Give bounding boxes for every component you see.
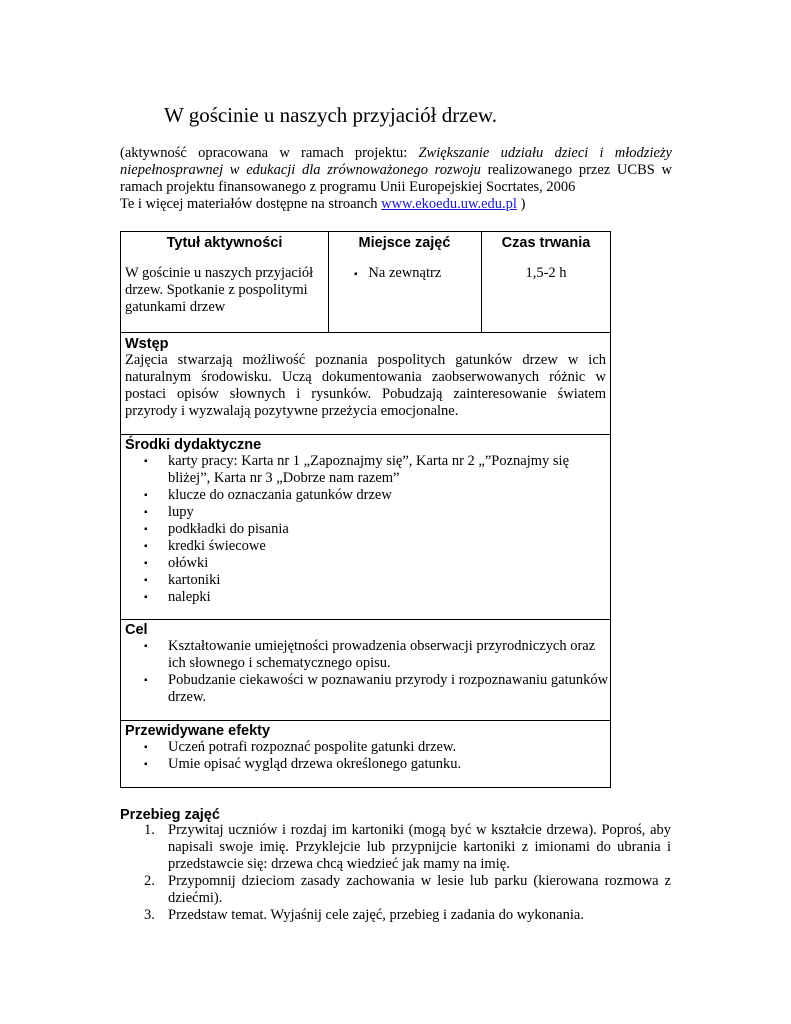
srodki-heading: Środki dydaktyczne xyxy=(125,437,262,453)
list-item xyxy=(121,538,610,555)
bullet-icon: ▪ xyxy=(144,524,148,535)
header-col-duration xyxy=(481,232,611,332)
list-item xyxy=(121,555,610,572)
list-item xyxy=(121,453,610,487)
list-item-text: Uczeń potrafi rozpoznać pospolite gatunki drzew. xyxy=(168,739,457,755)
bullet-icon: ▪ xyxy=(144,759,148,770)
bullet-icon: ▪ xyxy=(144,675,148,686)
header-table xyxy=(120,231,611,333)
cel-heading: Cel xyxy=(125,622,148,638)
col-title-heading: Tytuł aktywności xyxy=(166,235,283,251)
section-srodki xyxy=(120,434,611,620)
wstep-text: Zajęcia stwarzają możliwość poznania pospolitych gatunków drzew w ich naturalnym środowisku. Uczą dokumentowania zaobserwowanych różnic w postaci opisów słownych i rysunków. Pobudzają zainteresowanie światem przyrody i wyzwalają pozytywne przeżycia emocjonalne. xyxy=(125,352,606,419)
col-duration-heading: Czas trwania xyxy=(501,235,591,251)
bullet-icon: ▪ xyxy=(144,541,148,552)
col-place-heading: Miejsce zajęć xyxy=(358,235,451,251)
step-item xyxy=(120,822,671,873)
step-text: Przedstaw temat. Wyjaśnij cele zajęć, przebieg i zadania do wykonania. xyxy=(168,907,584,923)
list-item xyxy=(121,638,610,672)
wstep-heading: Wstęp xyxy=(125,336,169,352)
list-item xyxy=(121,504,610,521)
list-item-text: kredki świecowe xyxy=(168,538,266,554)
list-item xyxy=(121,487,610,504)
bullet-icon: ▪ xyxy=(144,456,148,467)
bullet-icon: ▪ xyxy=(144,592,148,603)
list-item-text: Pobudzanie ciekawości w poznawaniu przyrody i rozpoznawaniu gatunków drzew. xyxy=(168,672,609,705)
list-item xyxy=(121,521,610,538)
bullet-icon: ▪ xyxy=(144,641,148,652)
efekty-heading: Przewidywane efekty xyxy=(125,723,271,739)
step-text: Przywitaj uczniów i rozdaj im kartoniki (mogą być w kształcie drzewa). Poproś, aby napisali swoje imię. Przyklejcie lub przypnijcie kartoniki z imionami do ubrania i przedstawcie się: drzewa chcą wiedzieć jak mamy na imię. xyxy=(168,822,671,872)
section-cel xyxy=(120,619,611,721)
section-efekty xyxy=(120,720,611,788)
ekoedu-link[interactable]: www.ekoedu.uw.edu.pl xyxy=(381,196,517,212)
step-item xyxy=(120,873,671,907)
list-item-text: kartoniki xyxy=(168,572,221,588)
header-col-title xyxy=(121,232,329,332)
cel-list xyxy=(121,638,610,706)
bullet-icon: ▪ xyxy=(144,558,148,569)
list-item-text: podkładki do pisania xyxy=(168,521,289,537)
list-item-text: nalepki xyxy=(168,589,211,605)
list-item xyxy=(121,589,610,606)
step-item xyxy=(120,907,671,924)
place-text: Na zewnątrz xyxy=(368,265,442,281)
bullet-icon: ▪ xyxy=(144,490,148,501)
header-col-place xyxy=(328,232,482,332)
step-number: 1. xyxy=(144,822,155,838)
list-item-text: klucze do oznaczania gatunków drzew xyxy=(168,487,392,503)
duration-value: 1,5-2 h xyxy=(525,265,567,281)
section-wstep xyxy=(120,333,611,435)
step-text: Przypomnij dzieciom zasady zachowania w lesie lub parku (kierowana rozmowa z dziećmi). xyxy=(168,873,671,906)
intro-close: ) xyxy=(516,196,526,212)
page-title: W gościnie u naszych przyjaciół drzew. xyxy=(164,103,497,127)
place-value xyxy=(354,265,441,283)
srodki-list xyxy=(121,453,610,606)
step-number: 3. xyxy=(144,907,155,923)
bullet-icon: ▪ xyxy=(144,507,148,518)
list-item xyxy=(121,572,610,589)
przebieg-steps xyxy=(120,822,671,924)
list-item-text: Umie opisać wygląd drzewa określonego gatunku. xyxy=(168,756,462,772)
list-item-text: karty pracy: Karta nr 1 „Zapoznajmy się”, Karta nr 2 „”Poznajmy się bliżej”, Karta nr 3 „Dobrze nam razem” xyxy=(168,453,570,486)
list-item-text: lupy xyxy=(168,504,194,520)
step-number: 2. xyxy=(144,873,155,889)
intro-more: Te i więcej materiałów dostępne na stroanch xyxy=(120,196,382,212)
efekty-list xyxy=(121,739,610,773)
przebieg-heading: Przebieg zajęć xyxy=(120,807,220,823)
intro-suffix: realizowanego przez UCBS w ramach projektu finansowanego z programu Unii Europejskiej Socrtates, 2006 xyxy=(120,162,672,195)
list-item-text: Kształtowanie umiejętności prowadzenia obserwacji przyrodniczych oraz ich słownego i schematycznego opisu. xyxy=(168,638,596,671)
list-item xyxy=(121,739,610,756)
bullet-icon: ▪ xyxy=(144,575,148,586)
intro-paragraph xyxy=(120,145,672,213)
bullet-icon: ▪ xyxy=(354,269,358,280)
intro-project-name: Zwiększanie udziału dzieci i młodzieży niepełnosprawnej w edukacji dla zrównoważonego rozwoju xyxy=(120,145,672,178)
list-item xyxy=(121,756,610,773)
activity-title-value: W gościnie u naszych przyjaciół drzew. Spotkanie z pospolitymi gatunkami drzew xyxy=(125,265,314,315)
list-item xyxy=(121,672,610,706)
list-item-text: ołówki xyxy=(168,555,209,571)
bullet-icon: ▪ xyxy=(144,742,148,753)
intro-prefix: (aktywność opracowana w ramach projektu: xyxy=(120,145,419,161)
